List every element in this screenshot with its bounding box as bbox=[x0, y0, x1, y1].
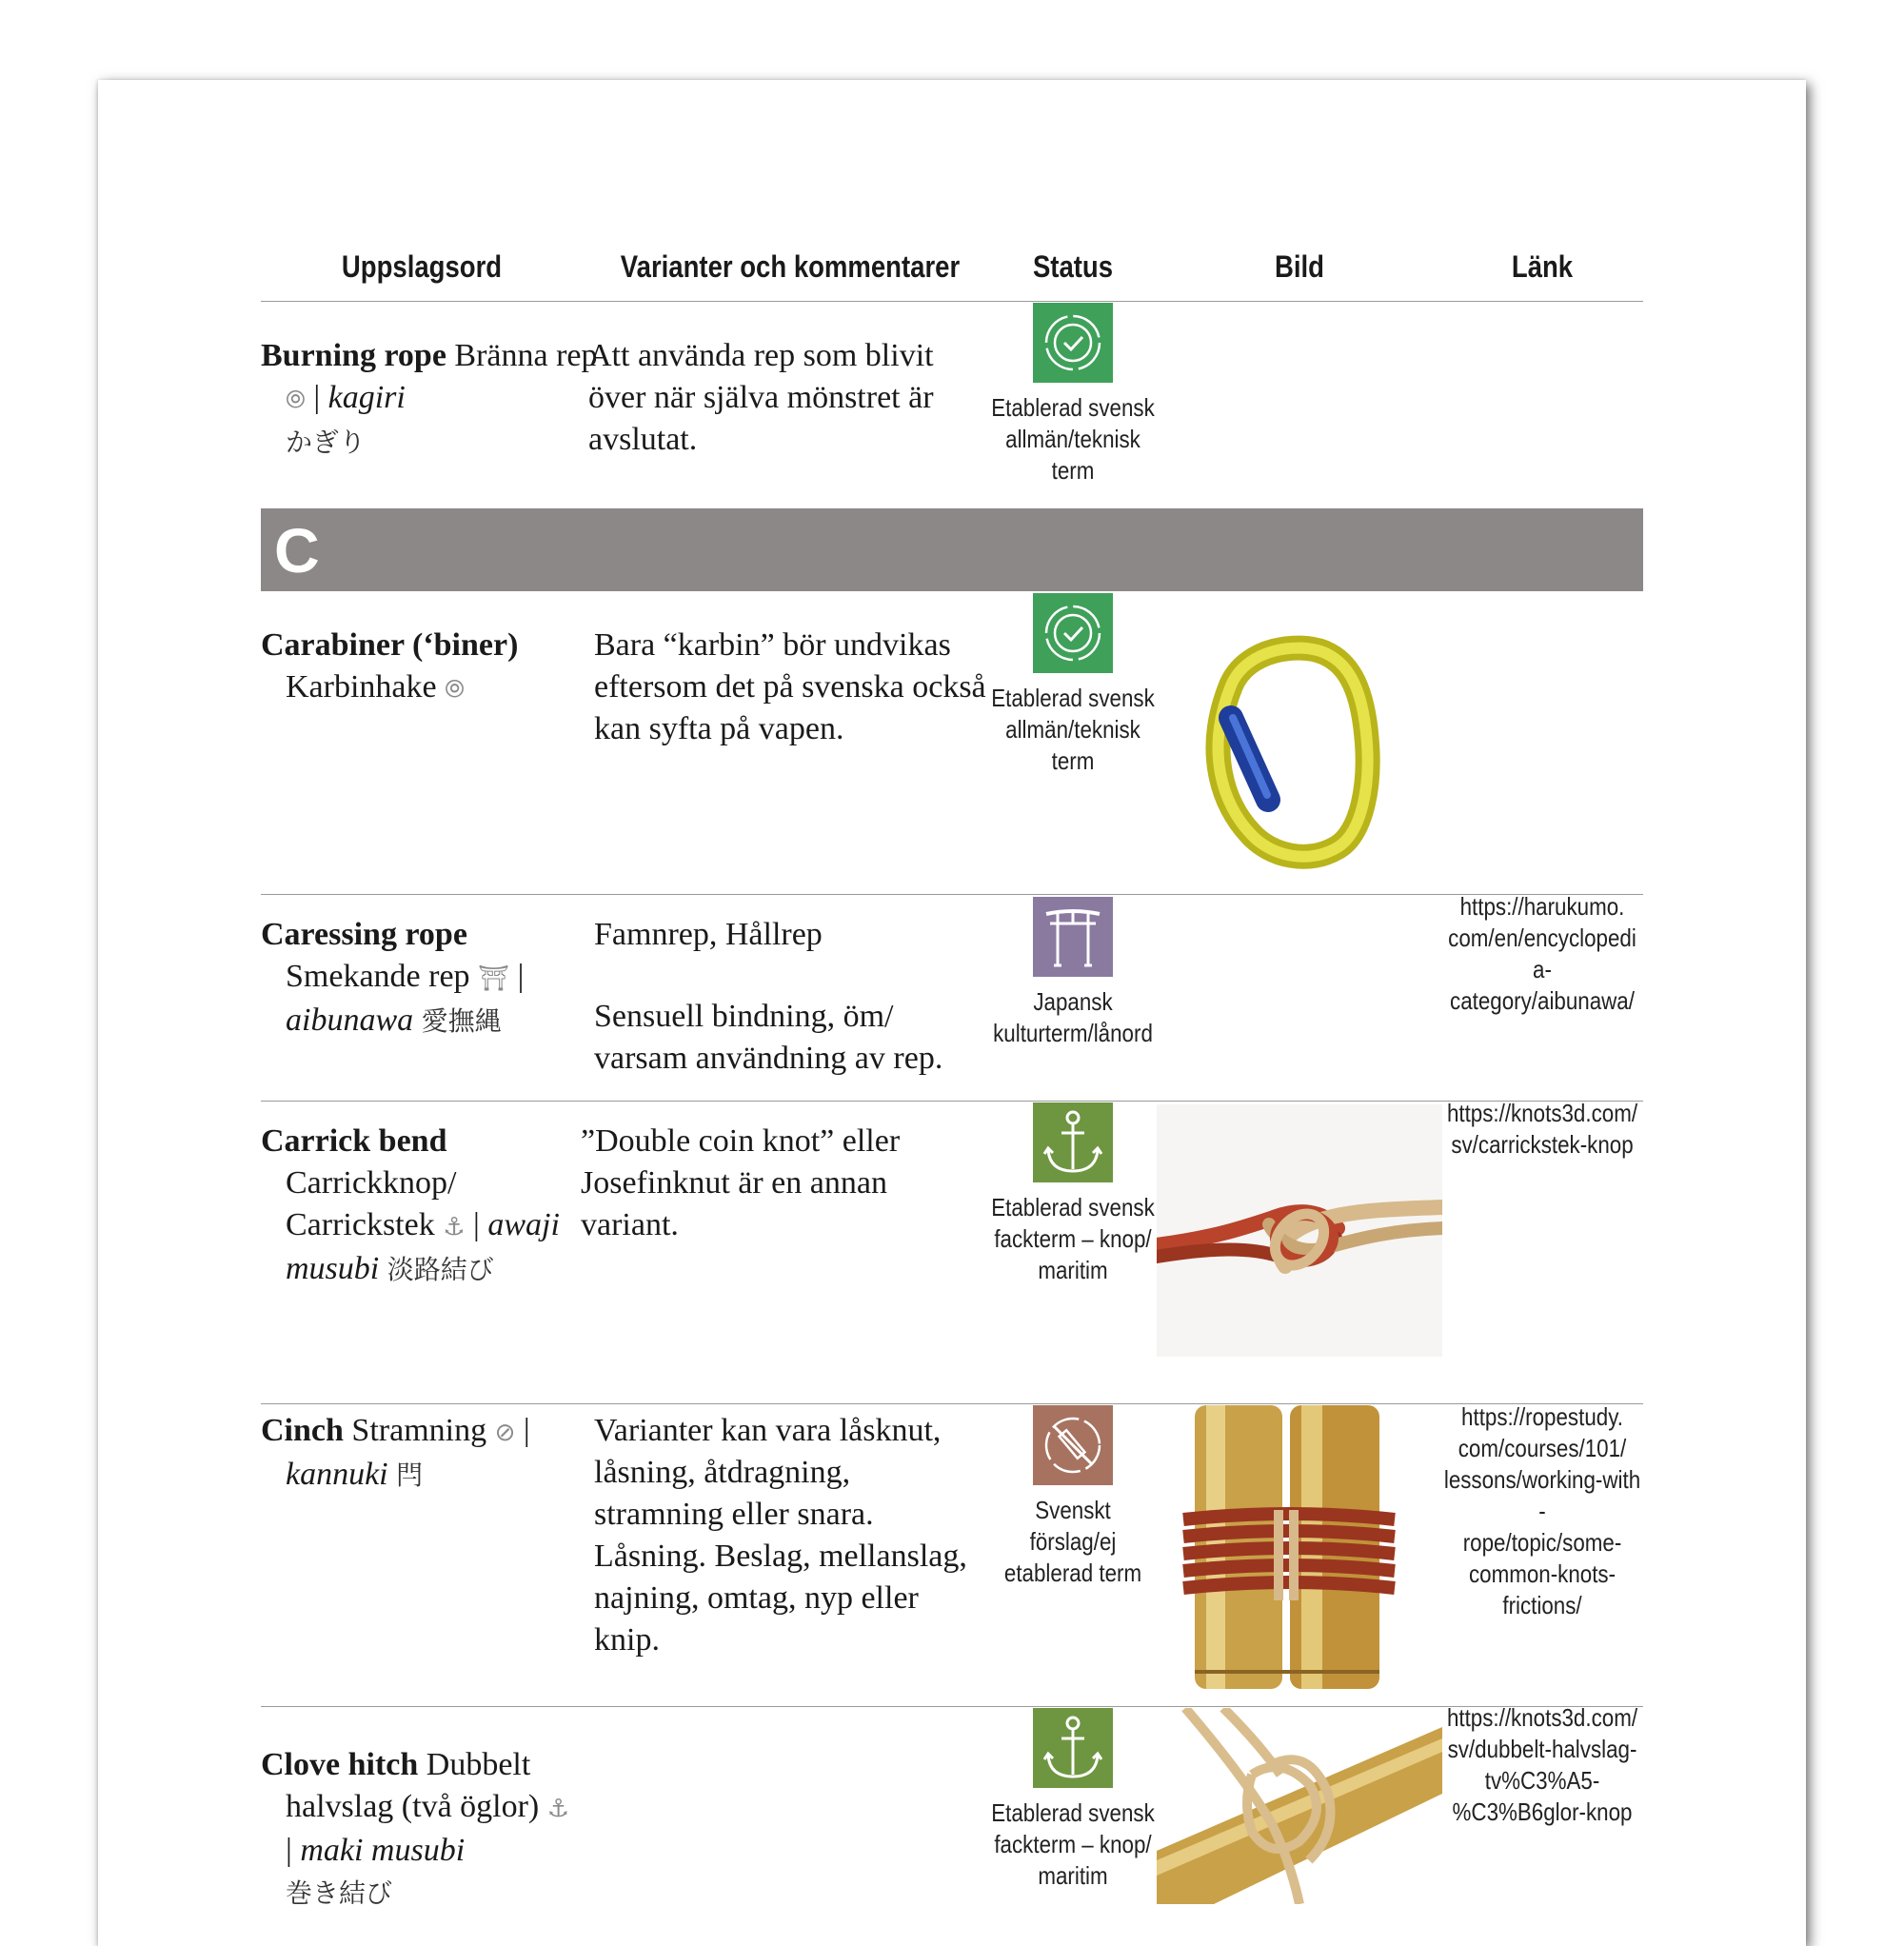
separator: | bbox=[523, 1413, 530, 1448]
cinch-image bbox=[1157, 1405, 1442, 1689]
header-link: Länk bbox=[1511, 249, 1574, 284]
term-japanese: 巻き結び bbox=[286, 1877, 393, 1909]
term-swedish: Dubbelt bbox=[426, 1747, 531, 1782]
status-cell bbox=[990, 303, 1156, 486]
checkmark-badge-icon bbox=[1033, 303, 1113, 383]
checkmark-badge-icon bbox=[1033, 593, 1113, 673]
status-cell bbox=[990, 1102, 1156, 1286]
term-swedish-cont: halvslag (två öglor) bbox=[286, 1789, 540, 1824]
status-label: Etablerad svensk fackterm – knop/ maritim bbox=[991, 1798, 1155, 1890]
section-header bbox=[261, 508, 1643, 591]
term-japanese: かぎり bbox=[286, 427, 367, 458]
row-divider bbox=[261, 1101, 1643, 1102]
term-swedish: Karbinhake bbox=[286, 669, 437, 705]
status-mini-icon: ⚓ bbox=[443, 1213, 466, 1241]
status-mini-icon: ⚓ bbox=[546, 1795, 570, 1823]
comment-cell: ”Double coin knot” eller Josefinknut är en annan variant. bbox=[581, 1123, 901, 1242]
status-cell bbox=[990, 1405, 1156, 1589]
status-mini-icon: ⊘ bbox=[494, 1419, 516, 1447]
term-swedish-cont: rep bbox=[556, 338, 598, 373]
term-english: Carrick bend bbox=[261, 1123, 447, 1159]
reference-link[interactable]: https://knots3d.com/ sv/dubbelt-halvslag- tv%C3%A5- %C3%B6glor-knop bbox=[1446, 1703, 1638, 1826]
separator: | bbox=[473, 1207, 480, 1242]
separator: | bbox=[313, 380, 321, 415]
term-japanese-romaji: kagiri bbox=[327, 380, 406, 415]
status-cell bbox=[990, 1708, 1156, 1892]
anchor-icon bbox=[1033, 1102, 1113, 1182]
term-english: Clove hitch bbox=[261, 1747, 419, 1782]
clove-hitch-image bbox=[1157, 1708, 1442, 1904]
torii-gate-icon bbox=[1033, 897, 1113, 977]
status-label: Etablerad svensk allmän/teknisk term bbox=[991, 684, 1155, 775]
separator: | bbox=[286, 1833, 292, 1868]
term-english: Burning rope bbox=[261, 338, 446, 373]
row-divider bbox=[261, 894, 1643, 895]
term-english: Caressing rope bbox=[261, 917, 467, 952]
status-cell bbox=[990, 897, 1156, 1049]
term-cell bbox=[261, 1744, 609, 1915]
term-cell bbox=[261, 1121, 609, 1291]
row-divider bbox=[261, 1403, 1643, 1404]
term-japanese-romaji: maki musubi bbox=[300, 1833, 466, 1868]
comment-cell-extra: Sensuell bindning, öm/ varsam användning av rep. bbox=[594, 999, 943, 1076]
status-mini-icon: ⦾ bbox=[286, 386, 306, 414]
carrick-bend-image bbox=[1157, 1104, 1442, 1357]
term-cell bbox=[261, 914, 609, 1042]
term-japanese-romaji: kannuki bbox=[286, 1457, 388, 1492]
status-label: Svenskt förslag/ej etablerad term bbox=[1003, 1496, 1142, 1587]
header-divider bbox=[261, 301, 1643, 302]
status-label: Etablerad svensk allmän/teknisk term bbox=[991, 393, 1155, 485]
term-english: Cinch bbox=[261, 1413, 344, 1448]
carabiner-image bbox=[1157, 619, 1433, 876]
status-label: Japansk kulturterm/lånord bbox=[993, 987, 1153, 1047]
term-cell bbox=[261, 335, 609, 464]
header-variants: Varianter och kommentarer bbox=[620, 249, 961, 284]
anchor-icon bbox=[1033, 1708, 1113, 1788]
reference-link[interactable]: https://harukumo. com/en/encyclopedia- category/aibunawa/ bbox=[1448, 892, 1636, 1015]
section-letter: C bbox=[274, 515, 320, 586]
status-mini-icon: ⛩ bbox=[478, 964, 510, 993]
term-swedish: Carrickknop/ bbox=[286, 1165, 457, 1201]
header-image: Bild bbox=[1275, 249, 1324, 284]
comment-cell: Att använda rep som blivit över när själva mönstret är avslutat. bbox=[588, 338, 934, 457]
comment-cell: Famnrep, Hållrep bbox=[594, 917, 823, 952]
term-swedish: Smekande rep bbox=[286, 959, 470, 994]
term-japanese-romaji: aibunawa bbox=[286, 1003, 414, 1038]
crossed-pen-icon bbox=[1033, 1405, 1113, 1485]
comment-cell: Bara “karbin” bör undvikas eftersom det på svenska också kan syfta på vapen. bbox=[594, 627, 986, 746]
reference-link[interactable]: https://knots3d.com/ sv/carrickstek-knop bbox=[1446, 1099, 1638, 1159]
reference-link[interactable]: https://ropestudy. com/courses/101/ lessons/working-with- rope/topic/some- common-knots- frictions/ bbox=[1443, 1402, 1641, 1619]
status-label: Etablerad svensk fackterm – knop/ maritim bbox=[991, 1193, 1155, 1284]
row-divider bbox=[261, 1706, 1643, 1707]
term-cell bbox=[261, 1410, 609, 1497]
term-swedish: Bränna bbox=[454, 338, 548, 373]
term-japanese-romaji-cont: musubi bbox=[286, 1251, 380, 1286]
term-japanese: 閂 bbox=[396, 1460, 424, 1491]
term-japanese-romaji: awaji bbox=[487, 1207, 560, 1242]
header-status: Status bbox=[1032, 249, 1114, 284]
term-japanese: 淡路結び bbox=[387, 1254, 494, 1285]
status-cell bbox=[990, 593, 1156, 777]
term-swedish: Stramning bbox=[351, 1413, 487, 1448]
term-cell bbox=[261, 625, 609, 710]
term-japanese: 愛撫縄 bbox=[421, 1005, 502, 1037]
comment-cell: Varianter kan vara låsknut, låsning, åtdragning, stramning eller snara. Låsning. Beslag, mellanslag, najning, omtag, nyp eller knip. bbox=[594, 1413, 967, 1658]
status-mini-icon: ⦾ bbox=[445, 675, 465, 704]
term-english: Carabiner (‘biner) bbox=[261, 627, 519, 663]
term-swedish-cont: Carrickstek bbox=[286, 1207, 435, 1242]
header-term: Uppslagsord bbox=[341, 249, 503, 284]
separator: | bbox=[517, 959, 525, 994]
